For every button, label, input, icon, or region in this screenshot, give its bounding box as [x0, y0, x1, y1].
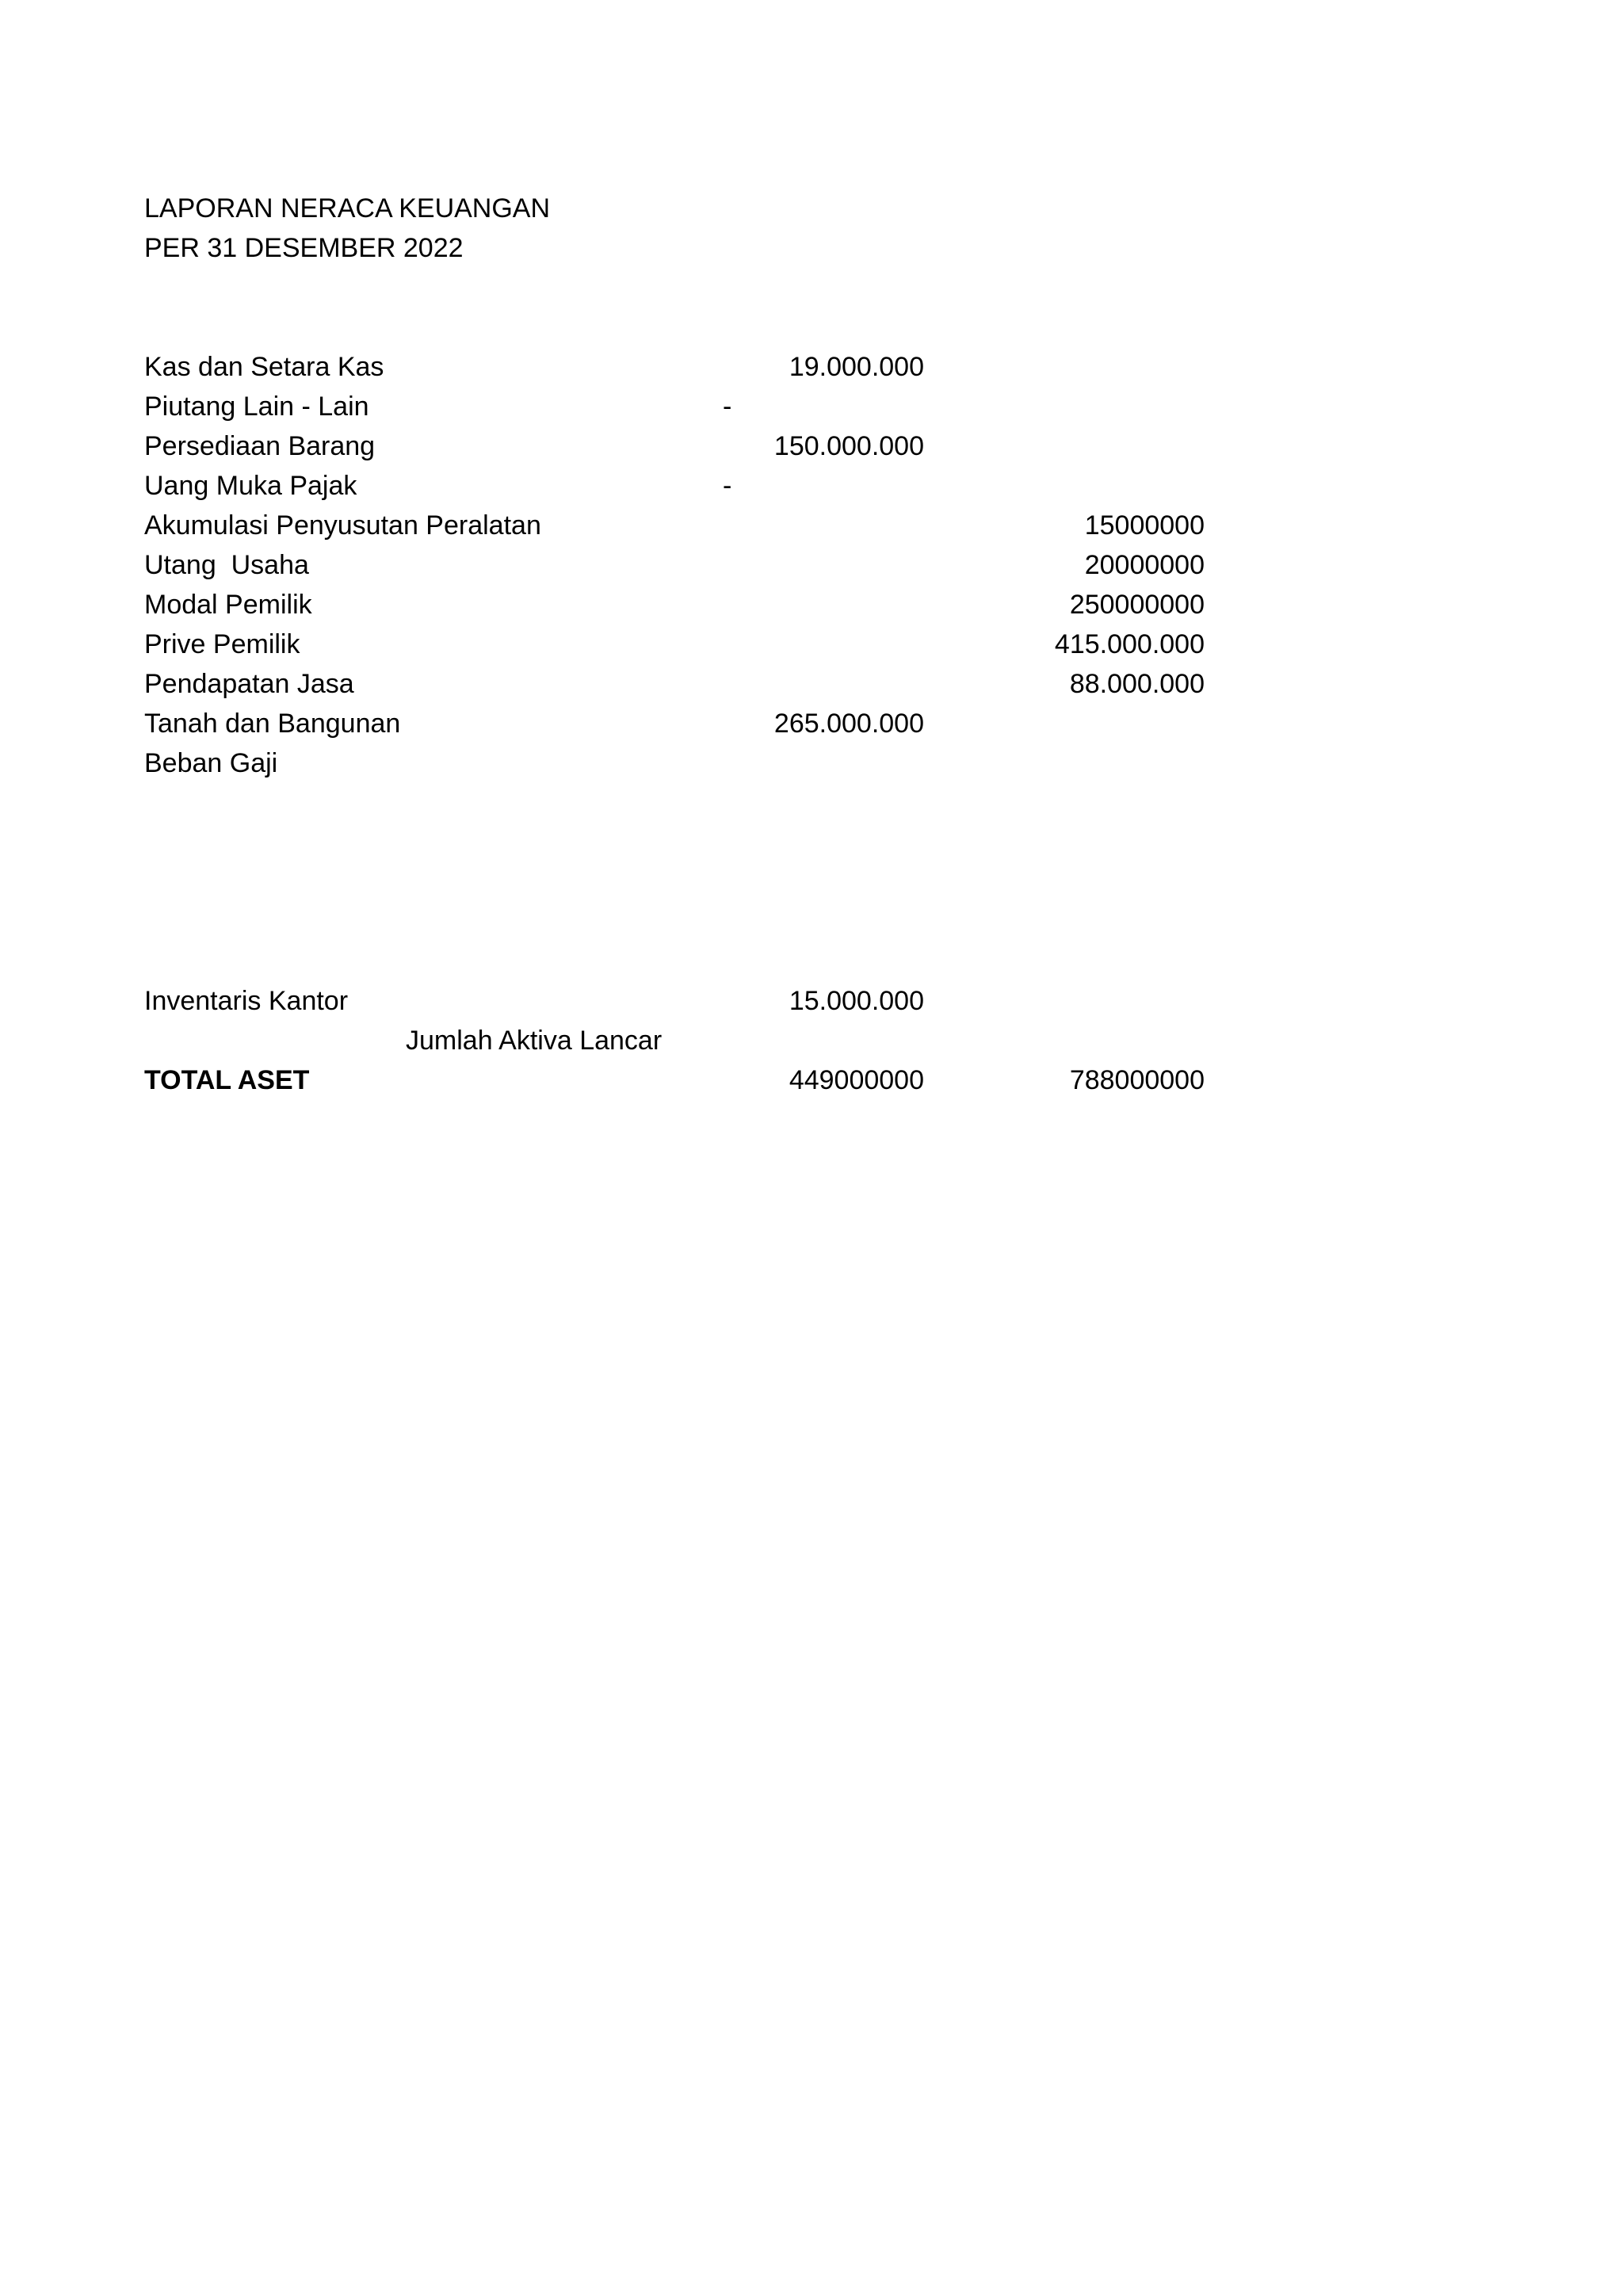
table-row — [0, 704, 1623, 743]
table-row — [0, 585, 1623, 625]
row-label: Uang Muka Pajak — [144, 471, 357, 501]
row-label: Beban Gaji — [144, 748, 278, 778]
table-row — [0, 387, 1623, 426]
table-row — [0, 347, 1623, 387]
jumlah-aktiva-lancar-row — [0, 1021, 1623, 1060]
table-row — [0, 426, 1623, 466]
row-label: Modal Pemilik — [144, 590, 312, 620]
row-value-credit: 415.000.000 — [1054, 629, 1205, 659]
row-label: Prive Pemilik — [144, 629, 300, 659]
total-aset-credit: 788000000 — [1069, 1065, 1205, 1095]
table-row — [0, 625, 1623, 664]
jumlah-aktiva-lancar-label: Jumlah Aktiva Lancar — [406, 1026, 663, 1056]
inventaris-row — [0, 981, 1623, 1021]
total-aset-row — [0, 1060, 1623, 1100]
row-value-credit: 15000000 — [1084, 510, 1205, 541]
row-value-debit: 150.000.000 — [773, 431, 924, 461]
row-dash: - — [723, 471, 732, 501]
row-label: Pendapatan Jasa — [144, 669, 354, 699]
table-row — [0, 506, 1623, 545]
row-label: Utang Usaha — [144, 550, 309, 580]
row-value-credit: 20000000 — [1084, 550, 1205, 580]
row-value-credit: 250000000 — [1069, 590, 1205, 620]
table-row — [0, 545, 1623, 585]
table-row — [0, 743, 1623, 783]
row-value-credit: 88.000.000 — [1069, 669, 1205, 699]
row-label: Akumulasi Penyusutan Peralatan — [144, 510, 541, 541]
row-dash: - — [723, 392, 732, 422]
inventaris-value: 15.000.000 — [789, 986, 924, 1016]
report-date: PER 31 DESEMBER 2022 — [144, 233, 464, 263]
row-label: Tanah dan Bangunan — [144, 709, 401, 739]
row-label: Kas dan Setara Kas — [144, 352, 384, 382]
inventaris-label: Inventaris Kantor — [144, 986, 349, 1016]
row-value-debit: 265.000.000 — [773, 709, 924, 739]
table-row — [0, 664, 1623, 704]
report-title: LAPORAN NERACA KEUANGAN — [144, 193, 551, 223]
row-value-debit: 19.000.000 — [789, 352, 924, 382]
row-label: Persediaan Barang — [144, 431, 376, 461]
table-row — [0, 466, 1623, 506]
total-aset-debit: 449000000 — [789, 1065, 924, 1095]
row-label: Piutang Lain - Lain — [144, 392, 369, 422]
total-aset-label: TOTAL ASET — [144, 1065, 310, 1095]
